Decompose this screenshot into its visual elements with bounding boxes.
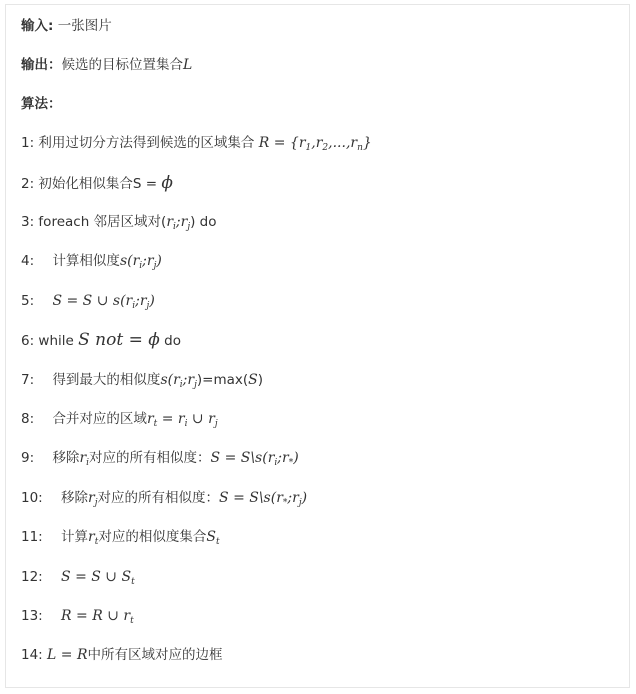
- step-cn: 合并对应的区域: [52, 411, 147, 427]
- algo-step-12: [21, 567, 135, 592]
- step-cn: 移除: [52, 450, 80, 466]
- math-part: S = S\s(r: [210, 450, 275, 466]
- math-part: S = S ∪ S: [61, 569, 132, 585]
- input-text: 一张图片: [53, 18, 112, 34]
- step-math: [219, 490, 307, 506]
- math-part: ): [293, 450, 299, 466]
- subscript: j: [153, 261, 157, 271]
- step-text: 14:: [21, 647, 48, 663]
- math-part: = r: [157, 411, 185, 427]
- step-eq: )=max(: [196, 372, 249, 388]
- step-cn: 对应的所有相似度：: [89, 450, 211, 466]
- step-cn: 对应的所有相似度：: [97, 490, 220, 506]
- subscript: t: [131, 577, 135, 587]
- step-cn: 计算: [61, 529, 89, 545]
- subscript: j: [187, 222, 191, 232]
- step-math: [160, 372, 196, 388]
- subscript: i: [132, 301, 136, 311]
- math-part: r: [146, 411, 154, 427]
- step-text: 5:: [21, 293, 39, 309]
- subscript: t: [215, 537, 220, 547]
- step-math: [52, 293, 154, 309]
- subscript: *: [288, 458, 294, 468]
- step-math: [166, 214, 190, 230]
- step-text: 7:: [21, 372, 39, 388]
- step-var: [88, 490, 98, 506]
- step-cn: 得到最大的相似度: [52, 372, 161, 388]
- math-part: R = {r: [258, 135, 306, 151]
- math-part: r: [88, 490, 95, 506]
- math-part: ): [156, 253, 162, 269]
- math-part: ,...,r: [328, 135, 358, 151]
- step-text: 10:: [21, 490, 48, 506]
- algo-step-14: [21, 645, 223, 665]
- step-cn: 对应的相似度集合: [98, 529, 207, 545]
- subscript: t: [153, 419, 158, 429]
- subscript: i: [184, 419, 188, 429]
- math-part: ;r: [277, 450, 289, 466]
- algo-step-1: [21, 133, 372, 158]
- step-end: ): [257, 372, 264, 388]
- math-part: S = S ∪ s(r: [52, 293, 133, 309]
- step-end: ) do: [190, 214, 217, 230]
- algo-step-9: [21, 448, 299, 473]
- subscript: i: [139, 261, 143, 271]
- math-part: R = R ∪ r: [61, 608, 131, 624]
- algorithm-box: [5, 4, 630, 688]
- subscript: *: [282, 498, 288, 508]
- subscript: j: [214, 419, 218, 429]
- step-var: S: [248, 372, 258, 388]
- input-label: 输入:: [21, 18, 54, 34]
- subscript: j: [194, 380, 197, 390]
- math-part: S = S\s(r: [219, 490, 283, 506]
- math-part: s(r: [160, 372, 180, 388]
- subscript: j: [146, 301, 150, 311]
- algo-label: 算法：: [21, 96, 62, 112]
- algo-step-13: [21, 606, 134, 631]
- step-cn: 中所有区域对应的边框: [87, 647, 223, 663]
- output-var: L: [183, 57, 193, 73]
- math-part: }: [362, 135, 372, 151]
- subscript: 1: [305, 143, 312, 153]
- math-part: s(r: [119, 253, 140, 269]
- subscript: i: [173, 222, 176, 232]
- subscript: t: [94, 537, 99, 547]
- algo-step-6: [21, 330, 181, 351]
- step-var: [79, 450, 89, 466]
- algo-step-8: [21, 409, 218, 434]
- phi-symbol: ϕ: [148, 330, 160, 350]
- subscript: j: [298, 498, 302, 508]
- algo-step-7: [21, 370, 263, 395]
- step-cn: 移除: [61, 490, 89, 506]
- output-text: 候选的目标位置集合: [61, 57, 183, 73]
- math-part: r: [166, 214, 174, 230]
- step-math: [120, 253, 162, 269]
- math-part: ;r: [182, 372, 195, 388]
- math-part: ): [149, 293, 155, 309]
- subscript: i: [86, 458, 90, 468]
- step-text: 13:: [21, 608, 48, 624]
- math-part: S: [206, 529, 216, 545]
- step-text: 2: 初始化相似集合S =: [21, 176, 162, 192]
- step-end: do: [159, 333, 181, 349]
- subscript: n: [357, 143, 363, 153]
- algo-step-2: [21, 173, 173, 194]
- subscript: j: [94, 498, 98, 508]
- math-part: ,r: [311, 135, 323, 151]
- step-text: 1: 利用过切分方法得到候选的区域集合: [21, 135, 255, 151]
- step-cn: 计算相似度: [52, 253, 120, 269]
- step-text: 4:: [21, 253, 39, 269]
- step-text: 11:: [21, 529, 48, 545]
- subscript: t: [130, 616, 134, 626]
- algo-step-11: [21, 527, 220, 552]
- algo-step-5: [21, 291, 155, 316]
- step-math: [61, 569, 135, 585]
- step-var: [88, 529, 98, 545]
- step-math: L = R: [47, 647, 88, 663]
- step-text: 8:: [21, 411, 39, 427]
- step-text: 9:: [21, 450, 39, 466]
- input-line: [21, 16, 112, 36]
- algo-step-4: [21, 251, 162, 276]
- phi-symbol: ϕ: [161, 173, 173, 193]
- subscript: i: [274, 458, 278, 468]
- step-math: [211, 450, 299, 466]
- output-line: [21, 55, 192, 75]
- step-math: [147, 411, 218, 427]
- math-part: ): [301, 490, 308, 506]
- output-label: 输出：: [21, 57, 62, 73]
- math-part: ;r: [142, 253, 154, 269]
- subscript: i: [179, 380, 183, 390]
- subscript: 2: [322, 143, 329, 153]
- step-text: 3: foreach 邻居区域对(: [21, 214, 167, 230]
- step-text: 12:: [21, 569, 48, 585]
- math-part: ;r: [287, 490, 299, 506]
- math-part: ∪ r: [187, 411, 215, 427]
- algo-step-3: [21, 212, 217, 237]
- math-part: ;r: [175, 214, 188, 230]
- algo-step-10: [21, 488, 307, 513]
- step-math: [259, 135, 372, 151]
- step-text: 6: while: [21, 333, 79, 349]
- math-part: r: [79, 450, 87, 466]
- step-math: S not =: [78, 330, 149, 350]
- math-part: r: [88, 529, 95, 545]
- step-var: [206, 529, 219, 545]
- math-part: ;r: [135, 293, 147, 309]
- step-math: [61, 608, 134, 624]
